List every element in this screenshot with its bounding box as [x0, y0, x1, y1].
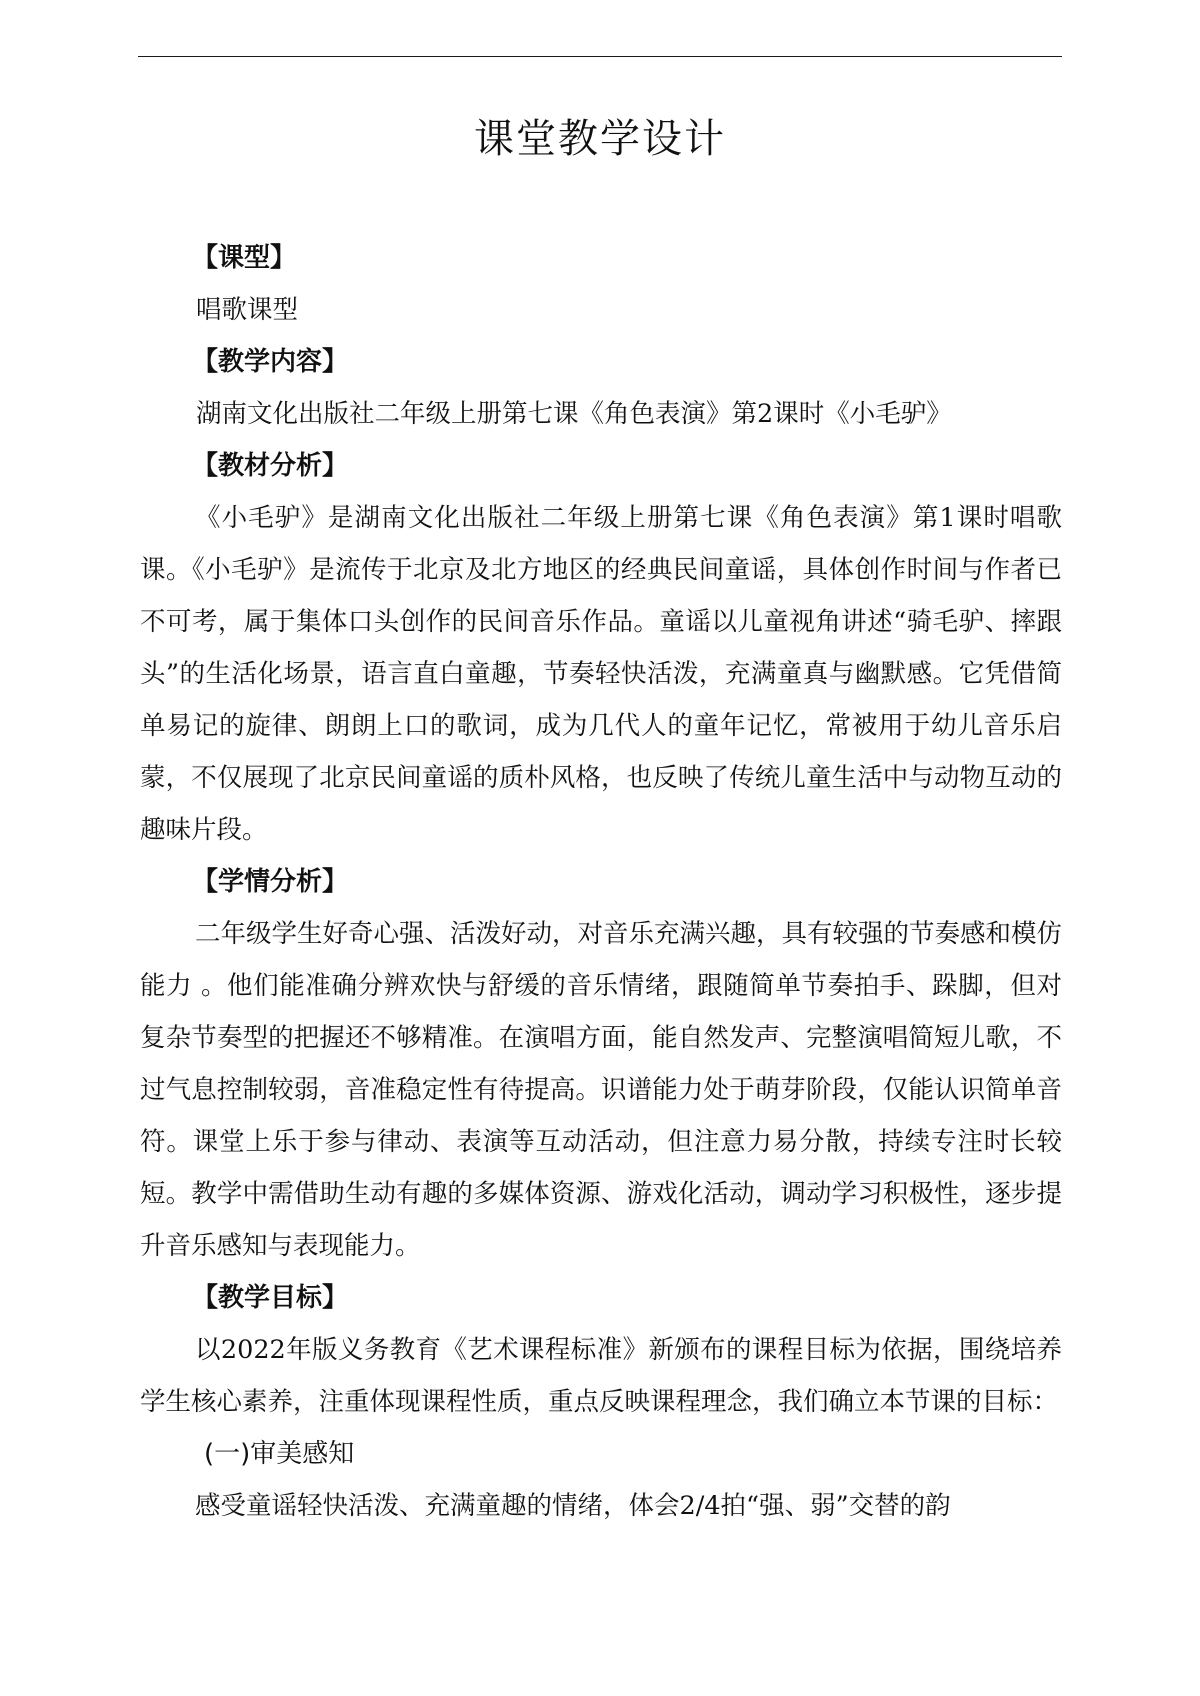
student-analysis-heading: 【学情分析】 — [192, 867, 349, 897]
teaching-goals-text: 以2022年版义务教育《艺术课程标准》新颁布的课程目标为依据，围绕培养学生核心素养，注重体现课程性质，重点反映课程理念，我们确立本节课的目标： — [140, 1335, 1062, 1417]
teaching-goals-heading: 【教学目标】 — [192, 1283, 349, 1313]
teaching-content-heading: 【教学内容】 — [192, 347, 349, 377]
lesson-type-text: 唱歌课型 — [196, 295, 299, 325]
document-body — [140, 232, 1062, 1532]
material-analysis-text: 《小毛驴》是湖南文化出版社二年级上册第七课《角色表演》第1课时唱歌课。《小毛驴》是流传于北京及北方地区的经典民间童谣，具体创作时间与作者已不可考，属于集体口头创作的民间音乐作品。童谣以儿童视角讲述“骑毛驴、摔跟头”的生活化场景，语言直白童趣，节奏轻快活泼，充满童真与幽默感。它凭借简单易记的旋律、朗朗上口的歌词，成为几代人的童年记忆，常被用于幼儿音乐启蒙，不仅展现了北京民间童谣的质朴风格，也反映了传统儿童生活中与动物互动的趣味片段。 — [140, 503, 1062, 845]
material-analysis-heading: 【教材分析】 — [192, 451, 349, 481]
student-analysis-text: 二年级学生好奇心强、活泼好动，对音乐充满兴趣，具有较强的节奏感和模仿能力 。他们能准确分辨欢快与舒缓的音乐情绪，跟随简单节奏拍手、跺脚，但对复杂节奏型的把握还不够精准。在演唱方面，能自然发声、完整演唱简短儿歌，不过气息控制较弱，音准稳定性有待提高。识谱能力处于萌芽阶段，仅能认识简单音符。课堂上乐于参与律动、表演等互动活动，但注意力易分散，持续专注时长较短。教学中需借助生动有趣的多媒体资源、游戏化活动，调动学习积极性，逐步提升音乐感知与表现能力。 — [140, 919, 1063, 1261]
header-rule — [138, 56, 1062, 57]
lesson-type-heading: 【课型】 — [192, 243, 297, 273]
aesthetic-perception-text: 感受童谣轻快活泼、充满童趣的情绪，体会2/4拍“强、弱”交替的韵 — [195, 1491, 951, 1521]
teaching-content-text: 湖南文化出版社二年级上册第七课《角色表演》第2课时《小毛驴》 — [196, 399, 952, 429]
document-title: 课堂教学设计 — [474, 116, 726, 162]
aesthetic-perception-heading: (一)审美感知 — [204, 1439, 355, 1469]
